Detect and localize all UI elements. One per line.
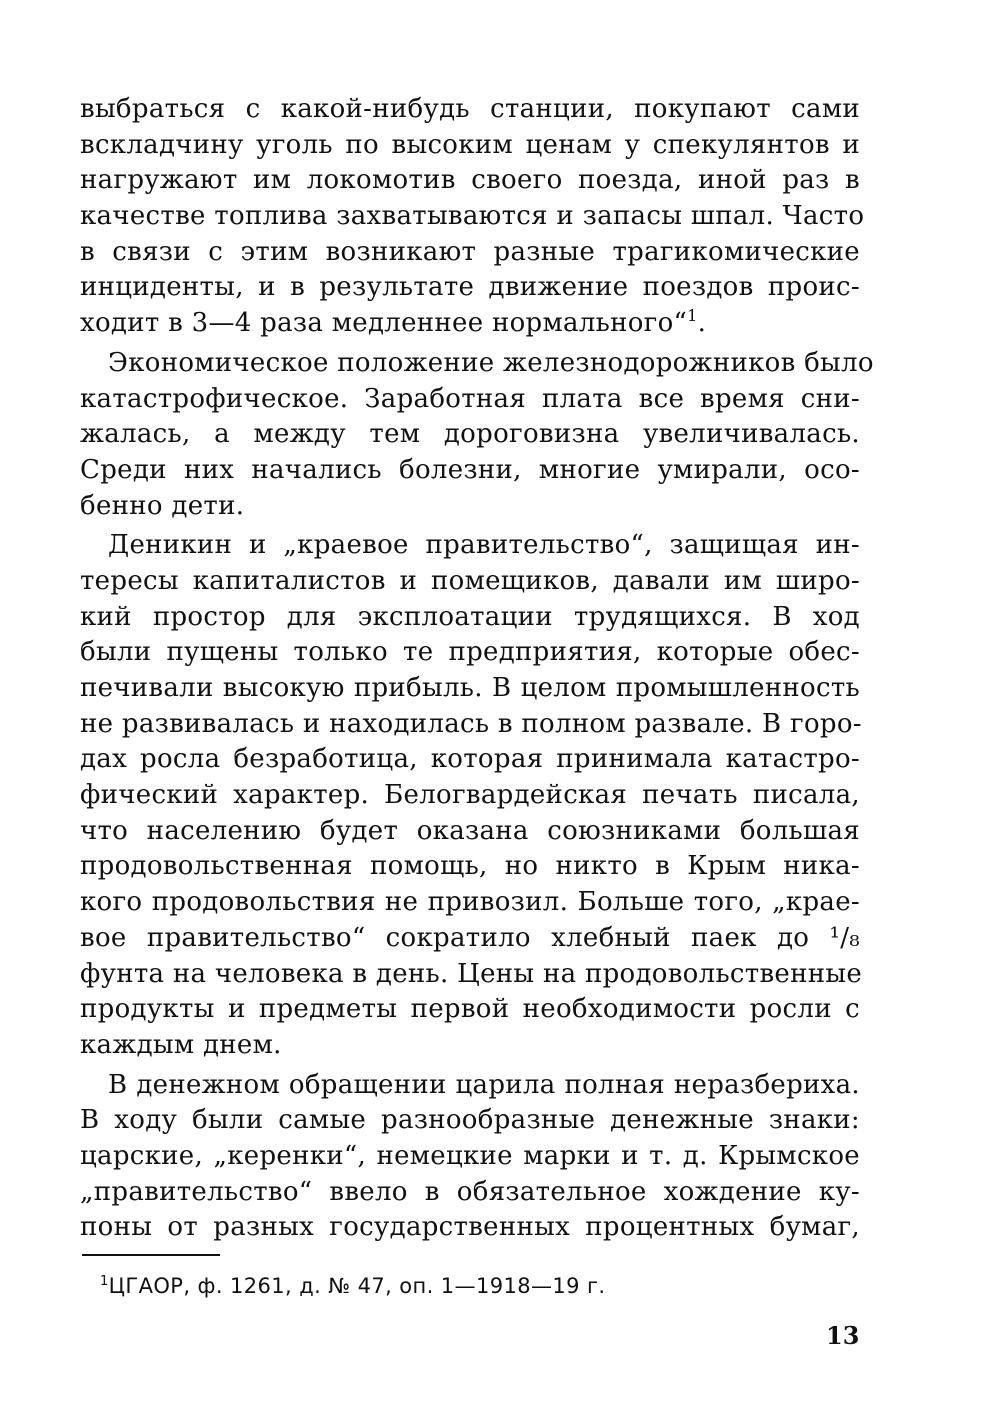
text-line: что населению будет оказана союзниками большая <box>80 815 860 846</box>
text-line <box>80 921 860 957</box>
text-line: нагружают им локомотив своего поезда, иной раз в <box>80 165 860 196</box>
text-line: Среди них начались болезни, многие умирали, осо- <box>80 454 860 485</box>
text-line: каждым днем. <box>80 1029 282 1060</box>
text-line-content: ходит в 3—4 раза медленнее нормального“ <box>80 308 688 339</box>
text-line: фический характер. Белогвардейская печать писала, <box>80 780 860 811</box>
text-line: кий простор для эксплоатации трудящихся. В ход <box>80 601 860 632</box>
footnote-reference: 1 <box>687 306 698 326</box>
text-line: ходит в 3—4 раза медленнее нормального“$^1$. <box>80 306 707 339</box>
fraction: ¹/₈ <box>829 922 860 953</box>
text-line: В ходу были самые разнообразные денежные знаки: <box>80 1105 860 1136</box>
footnote-divider <box>82 1254 220 1256</box>
text-line: поны от разных государственных процентных бумаг, <box>80 1212 860 1243</box>
main-text <box>80 92 874 1246</box>
footnote-text: ЦГАОР, ф. 1261, д. № 47, оп. 1—1918—19 г. <box>108 1274 606 1298</box>
text-line: катастрофическое. Заработная плата все время сни- <box>80 383 860 414</box>
text-line: жалась, а между тем дороговизна увеличивалась. <box>80 419 860 450</box>
text-line: выбраться с какой-нибудь станции, покупают сами <box>80 94 860 124</box>
text-line: печивали высокую прибыль. В целом промышленность <box>80 673 860 703</box>
footnote-marker: 1 <box>100 1274 109 1289</box>
text-line: кого продовольствия не привозил. Больше того, „крае- <box>80 887 860 918</box>
text-line: бенно дети. <box>80 490 245 521</box>
text-line: вскладчину уголь по высоким ценам у спекулянтов и <box>80 129 860 160</box>
page-number: 13 <box>826 1321 860 1350</box>
text-line: тересы капиталистов и помещиков, давали им широ- <box>80 565 860 596</box>
text-line: продовольственная помощь, но никто в Крым ника- <box>80 851 860 882</box>
text-line: фунта на человека в день. Цены на продовольственные <box>80 958 863 989</box>
text-line: инциденты, и в результате движение поездов проис- <box>80 272 860 303</box>
text-line: царские, „керенки“, немецкие марки и т. д. Крымское <box>80 1140 860 1171</box>
text-line: Деникин и „краевое правительство“, защищая ин- <box>108 530 860 561</box>
text-line: были пущены только те предприятия, которые обес- <box>80 637 860 668</box>
text-line: продукты и предметы первой необходимости росли с <box>80 994 860 1025</box>
text-line: В денежном обращении царила полная неразбериха. <box>108 1069 860 1100</box>
text-line: в связи с этим возникают разные трагикомические <box>80 236 860 267</box>
text-line: не развивалась и находилась в полном развале. В горо- <box>80 708 862 739</box>
text-line-content: вое правительство“ сократило хлебный паек до <box>80 922 810 953</box>
text-line: Экономическое положение железнодорожников было <box>108 347 874 378</box>
text-line: качестве топлива захватываются и запасы шпал. Часто <box>80 201 865 232</box>
text-line: „правительство“ ввело в обязательное хождение ку- <box>80 1176 860 1207</box>
footnote <box>100 1272 606 1300</box>
text-line: дах росла безработица, которая принимала катастро- <box>80 744 860 775</box>
